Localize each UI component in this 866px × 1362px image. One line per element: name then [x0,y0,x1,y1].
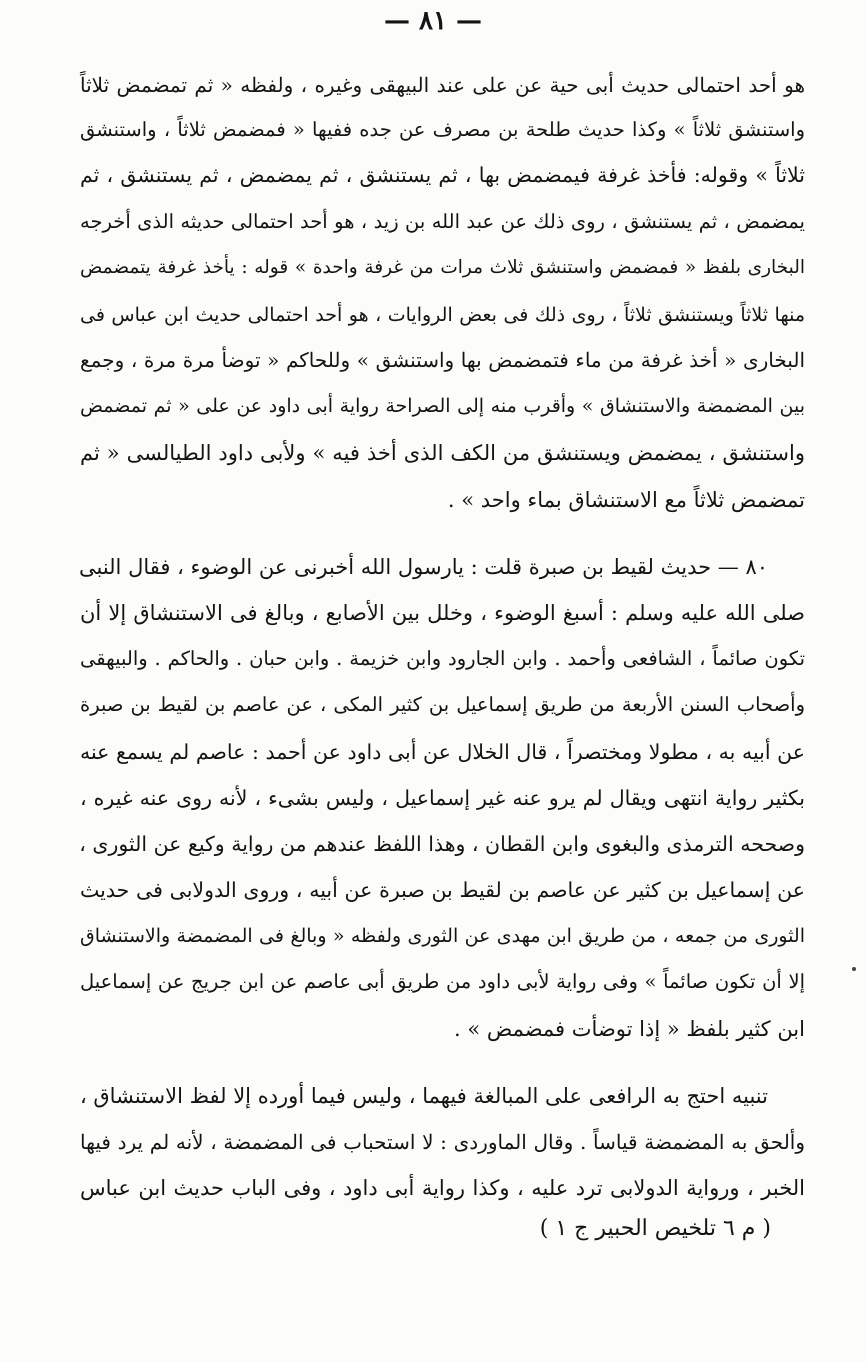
paragraph2-line-6: بكثير رواية انتهى ويقال لم يرو عنه غير إسماعيل ، وليس بشىء ، لأنه روى عنه غيره ، [80,786,805,810]
paragraph3-line-1: تنبيه احتج به الرافعى على المبالغة فيهما ، وليس فيما أورده إلا لفظ الاستنشاق ، [79,1084,768,1108]
paragraph1-line-5: البخارى بلفظ « فمضمض واستنشق ثلاث مرات من غرفة واحدة » قوله : يأخذ غرفة يتمضمض [80,257,805,278]
paragraph1-line-7: البخارى « أخذ غرفة من ماء فتمضمض بها واستنشق » وللحاكم « توضأ مرة مرة ، وجمع [80,348,805,372]
paragraph1-line-6: منها ثلاثاً ويستنشق ثلاثاً ، روى ذلك فى بعض الروايات ، هو أحد احتمالى حديث ابن عباس فى [80,304,805,326]
paragraph2-line-9: الثورى من جمعه ، من طريق ابن مهدى عن الثورى ولفظه « وبالغ فى المضمضة والاستنشاق [80,925,805,947]
paragraph2-line-11: ابن كثير بلفظ « إذا توضأت فمضمض » . [453,1017,805,1041]
paragraph2-line-2: صلى الله عليه وسلم : أسبغ الوضوء ، وخلل بين الأصابع ، وبالغ فى الاستنشاق إلا أن [80,601,805,625]
paragraph2-line-7: وصححه الترمذى والبغوى وابن القطان ، وهذا اللفظ عندهم من رواية وكيع عن الثورى ، [79,832,805,856]
paragraph2-line-8: عن إسماعيل بن كثير عن عاصم بن لقيط بن صبرة عن أبيه ، وروى الدولابى فى حديث [80,878,805,902]
paragraph1-line-4: يمضمض ، ثم يستنشق ، روى ذلك عن عبد الله بن زيد ، هو أحد احتمالى حديثه الذى أخرجه [80,210,805,233]
paragraph1-line-2: واستنشق ثلاثاً » وكذا حديث طلحة بن مصرف عن جده ففيها « فمضمض ثلاثاً ، واستنشق [80,118,805,141]
paragraph1-line-1: هو أحد احتمالى حديث أبى حية عن على عند البيهقى وغيره ، ولفظه « ثم تمضمض ثلاثاً [80,73,805,97]
paragraph2-line-5: عن أبيه به ، مطولا ومختصراً ، قال الخلال عن أبى داود عن أحمد : عاصم لم يسمع عنه [80,740,805,764]
footer-signature: ( م ٦ تلخيص الحبير ج ١ ) [539,1216,771,1241]
paragraph2-line-4: وأصحاب السنن الأربعة من طريق إسماعيل بن كثير المكى ، عن عاصم بن لقيط بن صبرة [80,693,805,716]
paragraph1-line-8: بين المضمضة والاستنشاق » وأقرب منه إلى الصراحة رواية أبى داود عن على « ثم تمضمض [80,395,805,417]
paragraph1-line-3: ثلاثاً » وقوله: فأخذ غرفة فيمضمض بها ، ثم يستنشق ، ثم يمضمض ، ثم يستنشق ، ثم [80,163,805,187]
paragraph1-line-10: تمضمض ثلاثاً مع الاستنشاق بماء واحد » . [447,488,805,512]
paragraph2-line-3: تكون صائماً ، الشافعى وأحمد . وابن الجارود وابن خزيمة . وابن حبان . والحاكم . والبيهقى [80,647,805,670]
scan-speck [852,967,856,971]
paragraph1-line-9: واستنشق ، يمضمض ويستنشق من الكف الذى أخذ فيه » ولأبى داود الطيالسى « ثم [80,441,805,465]
paragraph3-line-3: الخبر ، ورواية الدولابى ترد عليه ، وكذا رواية أبى داود ، وفى الباب حديث ابن عباس [80,1176,805,1200]
paragraph2-line-1: ٨٠ — حديث لقيط بن صبرة قلت : يارسول الله أخبرنى عن الوضوء ، فقال النبى [78,555,768,579]
paragraph2-line-10: إلا أن تكون صائماً » وفى رواية لأبى داود من طريق أبى عاصم عن ابن جريج عن إسماعيل [80,970,805,993]
paragraph3-line-2: وألحق به المضمضة قياساً . وقال الماوردى : لا استحباب فى المضمضة ، لأنه لم يرد فيها [80,1130,805,1154]
page-number: — ٨١ — [383,6,483,36]
